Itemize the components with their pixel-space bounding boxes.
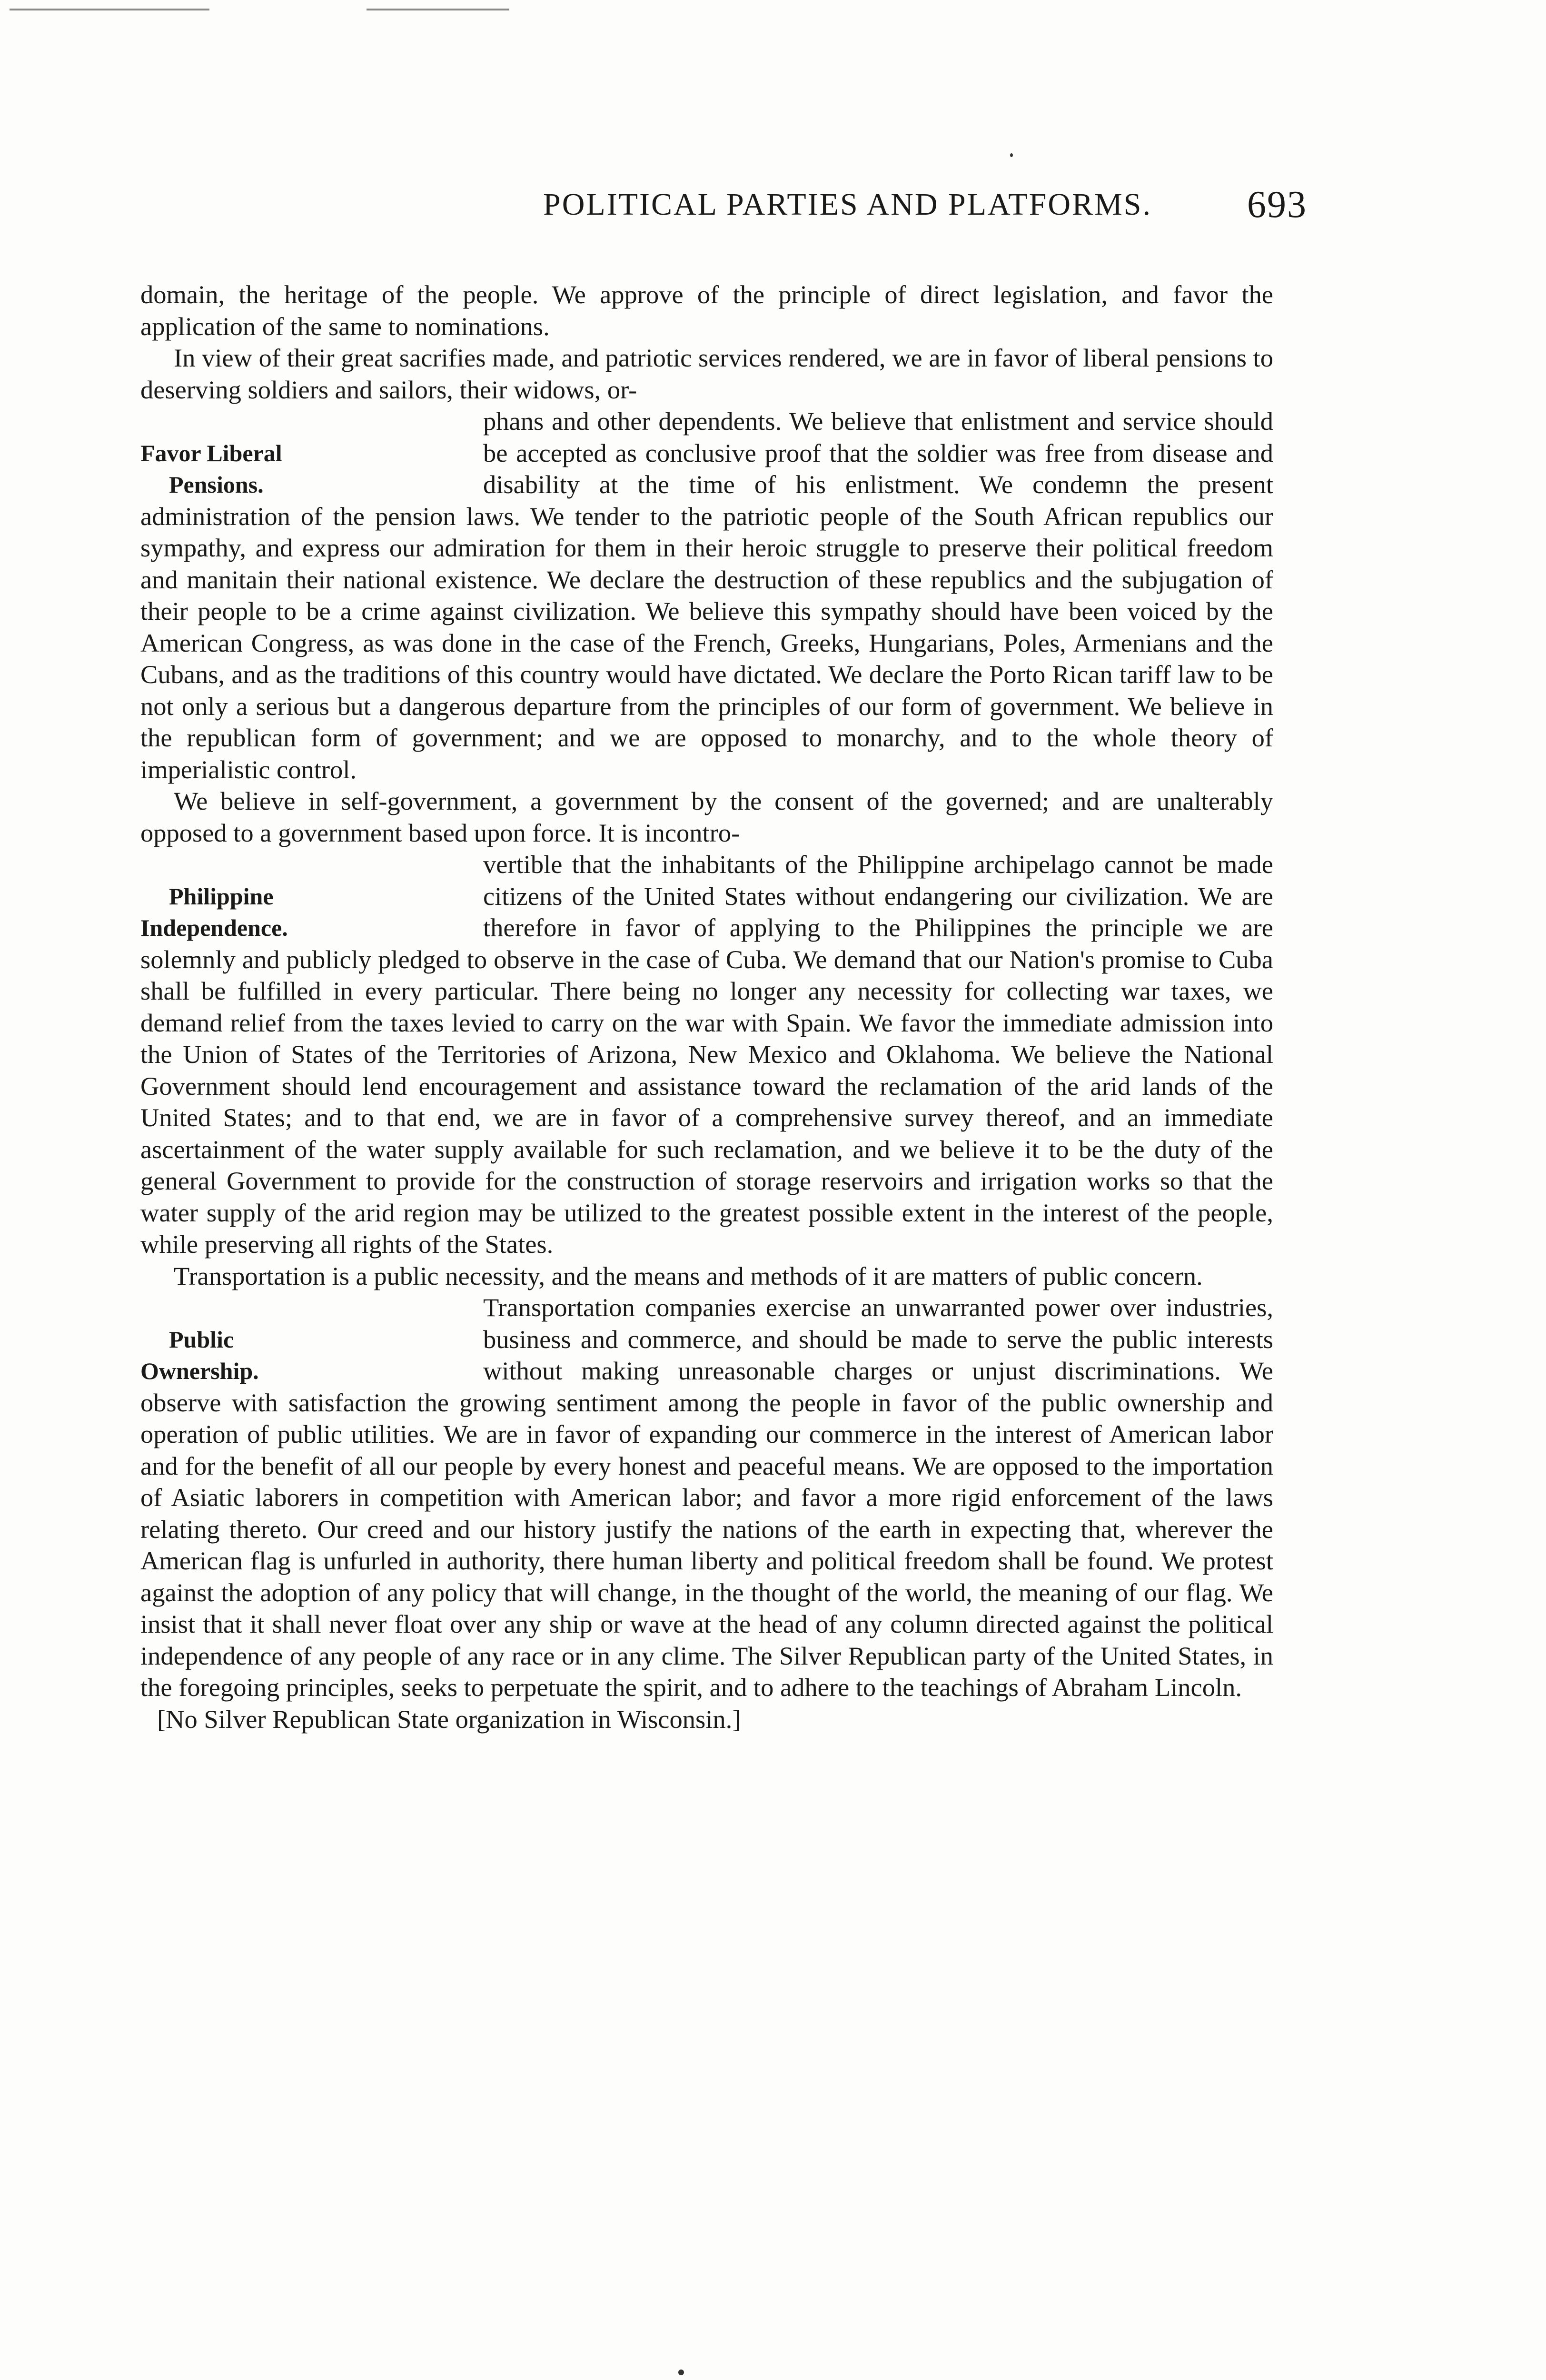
paragraph-with-sidenote [140,406,1273,785]
paragraph: vertible that the inhabitants of the Philippine archipelago cannot be made citizens of the United States without endangering our civilization. We are therefore in favor of applying to the Philippines the principle we are solemnly and publicly pledged to observe in the case of Cuba. We demand that our Nation's promise to Cuba shall be fulfilled in every particular. There being no longer any necessity for collecting war taxes, we demand relief from the taxes levied to carry on the war with Spain. We favor the immediate admission into the Union of States of the Territories of Arizona, New Mexico and Oklahoma. We believe the National Government should lend encouragement and assistance toward the reclamation of the arid lands of the United States; and to that end, we are in favor of a comprehensive survey thereof, and an immediate ascertainment of the water supply available for such reclamation, and we believe it to be the duty of the general Government to provide for the construction of storage reservoirs and irrigation works so that the water supply of the arid region may be utilized to the greatest possible extent in the interest of the people, while preserving all rights of the States. [140,850,1273,1259]
sidenote-ownership [140,1324,483,1387]
paragraph: We believe in self-government, a government by the consent of the governed; and are unalterably opposed to a government based upon force. It is incontro- [140,786,1273,847]
sidenote-line: Favor Liberal [140,439,282,466]
paragraph-with-sidenote [140,849,1273,1260]
sidenote-line: Independence. [140,914,288,941]
sidenote-line: Philippine [169,883,274,910]
ink-speck [1010,153,1013,157]
scan-edge-mark [367,9,509,10]
editorial-note: [No Silver Republican State organization in Wisconsin.] [157,1704,741,1734]
paragraph-with-sidenote [140,1292,1273,1704]
sidenote-line: Pensions. [169,471,264,498]
scan-edge-mark [10,9,209,10]
sidenote-philippine [140,881,483,944]
sidenote-line: Public [169,1326,234,1353]
sidenote-line: Ownership. [140,1358,259,1384]
paragraph: phans and other dependents. We believe that enlistment and service should be accepted as conclusive proof that the soldier was free from disease and disability at the time of his enlistment. We condemn the present administration of the pension laws. We tender to the patriotic people of the South African republics our sympathy, and express our admiration for them in their heroic struggle to preserve their political freedom and manitain their national existence. We declare the destruction of these republics and the subjugation of their people to be a crime against civilization. We believe this sympathy should have been voiced by the American Congress, as was done in the case of the French, Greeks, Hungarians, Poles, Armenians and the Cubans, and as the traditions of this country would have dictated. We declare the Porto Rican tariff law to be not only a serious but a dangerous departure from the principles of our form of government. We believe in the republican form of government; and we are opposed to monarchy, and to the whole theory of imperialistic control. [140,407,1273,784]
body-text [140,279,1273,1735]
paragraph: domain, the heritage of the people. We approve of the principle of direct legislation, and favor the application of the same to nominations. [140,280,1273,341]
paragraph: In view of their great sacrifies made, and patriotic services rendered, we are in favor of liberal pensions to deserving soldiers and sailors, their widows, or- [140,343,1273,404]
ink-speck [678,2370,684,2375]
sidenote-pensions [140,437,483,501]
paragraph: Transportation companies exercise an unwarranted power over industries, business and commerce, and should be made to serve the public interests without making unreasonable charges or unjust discriminations. We observe with satisfaction the growing sentiment among the people in favor of the public ownership and operation of public utilities. We are in favor of expanding our commerce in the interest of American labor and for the benefit of all our people by every honest and peaceful means. We are opposed to the importation of Asiatic laborers in competition with American labor; and favor a more rigid enforcement of the laws relating thereto. Our creed and our history justify the nations of the earth in expecting that, wherever the American flag is unfurled in authority, there human liberty and political freedom shall be found. We protest against the adoption of any policy that will change, in the thought of the world, the meaning of our flag. We insist that it shall never float over any ship or wave at the head of any column directed against the political independence of any people of any race or in any clime. The Silver Republican party of the United States, in the foregoing principles, seeks to perpetuate the spirit, and to adhere to the teachings of Abraham Lincoln. [140,1293,1273,1702]
paragraph: Transportation is a public necessity, and the means and methods of it are matters of public concern. [174,1261,1203,1290]
running-header-title: POLITICAL PARTIES AND PLATFORMS. [543,187,1152,222]
page-number: 693 [1247,184,1307,226]
